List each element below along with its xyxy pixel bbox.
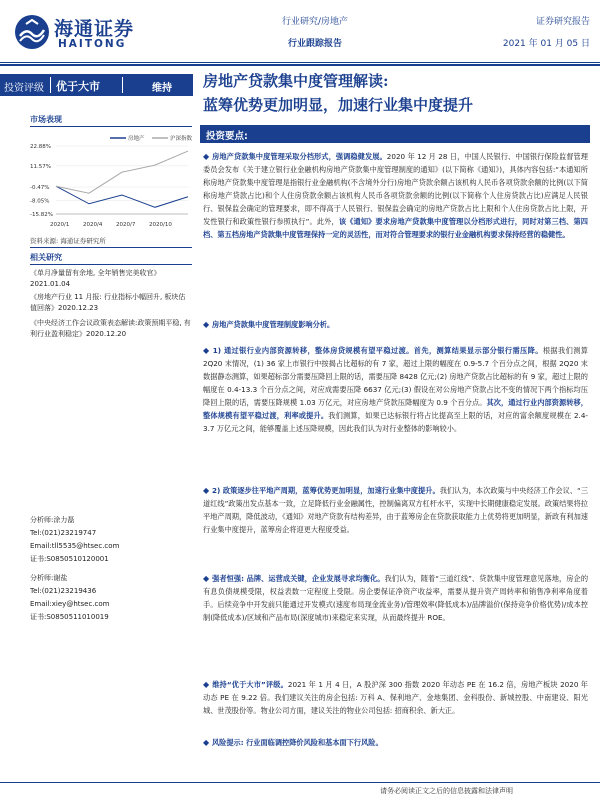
point-3 <box>203 344 588 435</box>
bullet-icon: ◆ <box>203 738 212 747</box>
point-6-lead: 维持“优于大市”评级。 <box>212 680 288 689</box>
point-7-lead: 风险提示: 行业面临调控降价风险和基本面下行风险。 <box>211 738 383 747</box>
logo-english: HAITONG <box>58 38 127 50</box>
analyst-name: 分析师:涂力磊 <box>30 516 75 524</box>
analyst-block-2 <box>30 572 190 624</box>
point-2-lead: 房地产贷款集中度管理制度影响分析。 <box>211 320 335 329</box>
chart-source-line <box>30 247 192 248</box>
header-divider <box>0 62 600 63</box>
point-3-body: 根据我们测算 2Q20 末情况，(1) 36 家上市银行中按揭占比超标的有 7 家，超过上限的幅度在 0.9-5.7 个百分点之间，根据 2Q20 末数据静态测算，如果超标部分需要压降回上限的话，需要压降 8428 亿元;(2) 房地产贷款占比超标的有 9 家，超过上限的幅度在 0.4-13.3 个百分点之间，对应成需要压降 6637 亿元;(3) 假设在对公房地产贷款占比不变的情况下两个指标均压降回上限的话，需要压降规模 1.03 万亿元，对应房地产贷款压降幅度为 0.9 个百分点。 <box>203 346 588 407</box>
point-2 <box>203 318 588 331</box>
bullet-icon: ◆ <box>203 574 213 583</box>
point-1-lead: 房地产贷款集中度管理采取分档形式，强调稳健发展。 <box>212 152 387 161</box>
related-item[interactable]: 《房地产行业 11 月报: 行业指标小幅回升, 板块估值回落》2020.12.23 <box>30 293 186 312</box>
related-item[interactable]: 《单月净量留有余地, 全年销售完美收官》2021.01.04 <box>30 269 161 288</box>
footer-divider <box>0 782 600 783</box>
point-4-lead: 2) 政策逐步往平地产周期，蓝筹优势更加明显，加速行业集中度提升。 <box>212 486 440 495</box>
analyst-name: 分析师:谢盐 <box>30 574 68 582</box>
x-tick-label: 2020/7 <box>116 222 136 228</box>
legend-property: 房地产 <box>128 136 145 142</box>
analyst-email[interactable]: Email:tll5535@htsec.com <box>30 542 120 550</box>
series-line-0 <box>56 186 188 207</box>
header-doc-block <box>470 14 590 49</box>
header-divider-thick <box>0 64 600 66</box>
doc-label: 证券研究报告 <box>535 17 590 27</box>
y-tick-label: -0.47% <box>30 185 50 192</box>
analyst-tel: Tel:(021)23219747 <box>30 529 97 537</box>
point-6 <box>203 678 588 717</box>
point-3-lead: 1) 通过银行业内部资源转移，整体房贷规模有望平稳过渡。首先，测算结果显示部分银行需压降。 <box>212 346 543 355</box>
related-heading: 相关研究 <box>30 253 62 262</box>
y-tick-label: -15.82% <box>30 212 53 218</box>
related-heading-line <box>30 264 192 265</box>
analyst-cert: 证书:S0850510120001 <box>30 555 109 563</box>
x-tick-label: 2020/1 <box>50 222 70 228</box>
footer-disclaimer: 请务必阅读正文之后的信息披露和法律声明 <box>380 787 513 795</box>
point-6-body: 2021 年 1 月 4 日，A 股沪深 300 指数 2020 年动态 PE 在 16.2 倍，房地产板块 2020 年动态 PE 在 9.22 倍。我们建议关注的房企包括: 万科 A、保利地产、金地集团、金科股份、新城控股、中南建设、阳光城、世茂股份等。物业公司方面，建议关注的物业公司包括: 招商积余、新大正。 <box>203 680 588 715</box>
report-type: 行业跟踪报告 <box>287 39 342 49</box>
market-chart <box>30 130 192 230</box>
point-4 <box>203 484 588 536</box>
market-heading: 市场表现 <box>30 115 62 124</box>
company-logo <box>10 10 160 56</box>
point-3-bold: 其次，通过行业内部资源转移，整体规模有望平稳过渡，利率或提升。 <box>203 398 588 420</box>
rating-status: 维持 <box>152 83 172 94</box>
x-tick-label: 2020/4 <box>83 222 103 228</box>
point-7 <box>203 736 588 749</box>
report-title-line2: 蓝筹优势更加明显，加速行业集中度提升 <box>203 96 474 114</box>
bullet-icon: ◆ <box>203 320 212 329</box>
investment-points-bar <box>200 125 590 143</box>
report-date: 2021 年 01 月 05 日 <box>502 39 590 49</box>
logo-chinese: 海通证券 <box>54 18 135 40</box>
point-1-bold: 该《通知》要求房地产贷款集中度管理以分档形式进行，同时对第三档、第四档、第五档房地产贷款集中度管理保持一定的灵活性，而对符合管理要求的银行业金融机构要求保持经营的稳健性。 <box>203 217 588 239</box>
analyst-email[interactable]: Email:xiey@htsec.com <box>30 600 110 608</box>
analyst-block-1 <box>30 514 190 566</box>
haitong-logo-icon <box>14 14 50 50</box>
y-tick-label: 22.88% <box>30 144 51 150</box>
report-title-line1: 房地产贷款集中度管理解读: <box>203 72 389 90</box>
x-axis-ticks <box>50 214 188 228</box>
point-5-lead: 强者恒强: 品牌、运营成关键，企业发展寻求均衡化。 <box>212 574 385 583</box>
bullet-icon: ◆ <box>203 346 213 355</box>
point-5-body: 我们认为，随着“三道红线”、贷款集中度管理意见落地，房企的有息负债规模受限，权益表数一定程度上受限。房企要保证净资产收益率，需要从提升资产周转率和销售净利率角度着手。后续竞争中开发前只能通过开发模式(速度布局现金流业务)/管理效率(降低成本)/品牌溢价(保持竞争价格优势)/成本控制(降低成本)/区域和产品布局(深度城市)来稳定来实现，从而最终提升 ROE。 <box>203 574 589 622</box>
bullet-icon: ◆ <box>203 152 213 161</box>
header-category-block <box>260 14 370 49</box>
bullet-icon: ◆ <box>203 486 213 495</box>
market-heading-line <box>30 126 192 127</box>
x-tick-label: 2020/10 <box>149 222 172 228</box>
legend-csi: 沪深指数 <box>170 136 192 142</box>
rating-separator-2 <box>122 77 123 93</box>
point-5 <box>203 572 588 624</box>
analyst-cert: 证书:S0850511010019 <box>30 613 109 621</box>
rating-bar <box>0 74 193 96</box>
related-item[interactable]: 《中央经济工作会议政策表态解读:政策预期平稳, 有利行业盈利稳定》2020.12.20 <box>30 319 191 338</box>
bullet-icon: ◆ <box>203 680 213 689</box>
rating-separator <box>50 77 51 93</box>
point-3-tail: 我们测算，如果已达标银行将占比提高至上限的话，对应的富余额度规模在 2.4-3.7 万亿元之间，能够覆盖上述压降规模，因此我们认为对行业整体的影响较小。 <box>203 411 588 433</box>
rating-label: 投资评级 <box>4 83 44 94</box>
point-1-body: 2020 年 12 月 28 日，中国人民银行、中国银行保险监督管理委员会发布《关于建立银行业金融机构房地产贷款集中度管理制度的通知》(以下简称《通知》)，具体内容包括:“本通知所称房地产贷款集中度管理是指银行业金融机构(不含境外分行)房地产贷款余额占该机构人民币各项贷款余额的比例(以下简称房地产贷款占比)和个人住房贷款余额占该机构人民币各项贷款余额的比例(以下简称个人住房贷款占比)应满足人民银行、银保监会确定的管理要求，即不得高于人民银行、银保监会确定的房地产贷款占比上限和个人住房贷款占比上限，开发性银行和政策性银行参照执行”。此外， <box>203 152 588 226</box>
point-1 <box>203 150 588 241</box>
y-tick-label: 11.57% <box>30 163 51 170</box>
investment-points-heading: 投资要点: <box>206 131 248 142</box>
rating-value: 优于大市 <box>56 80 100 93</box>
chart-series <box>56 151 188 207</box>
analyst-tel: Tel:(021)23219436 <box>30 587 97 595</box>
chart-legend <box>110 134 192 142</box>
report-category: 行业研究/房地产 <box>281 17 349 27</box>
y-tick-label: -8.05% <box>30 198 50 205</box>
point-4-body: 我们认为，本次政策与中央经济工作会议、“三道红线”政策出发点基本一致，立足降低行业金融属性，控制偏离双方杠杆水平，实现中长期健康稳定发展。政策结果将拉平地产周期，降低波动，《通知》对地产贷款有结构差异，由于蓝筹房企在贷款获取能力上优势将更加明显，新政有利加速行业集中度提升，蓝筹房企将迎更大程度受益。 <box>203 486 589 534</box>
chart-source: 资料来源: 海通证券研究所 <box>30 237 106 245</box>
